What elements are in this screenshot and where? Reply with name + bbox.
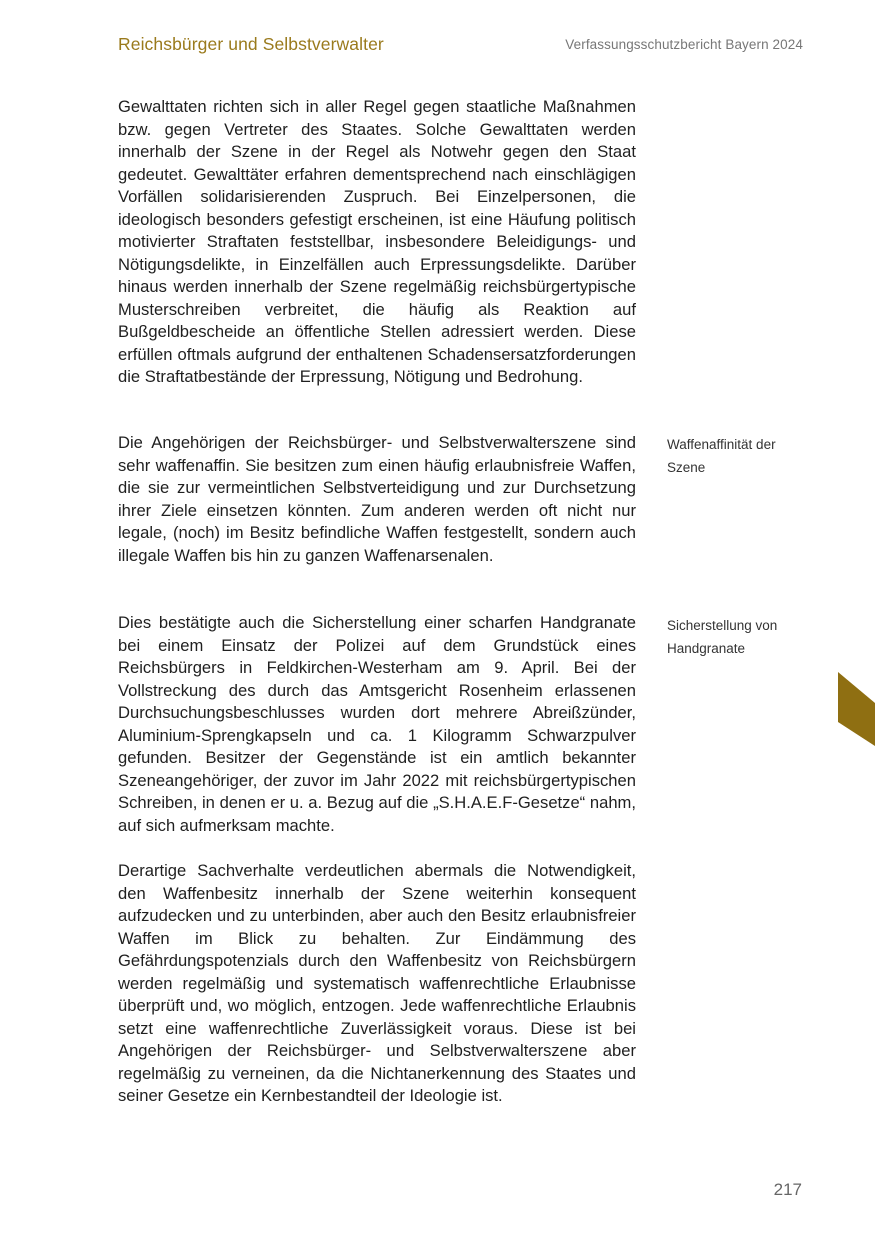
thumb-tab-shape: [838, 672, 875, 746]
margin-note-weapons-affinity: Waffenaffinität der Szene: [667, 437, 776, 475]
paragraph-weapons-control: Derartige Sachverhalte verdeutlichen abermals die Notwendigkeit, den Waffenbesitz innerhalb der Szene weiterhin konsequent aufzudecken und zu unterbinden, aber auch den Besitz erlaubnisfreier Waffen im Blick zu behalten. Zur Eindämmung des Gefährdungspotenzials durch den Waffenbesitz von Reichsbürgern werden regelmäßig und systematisch waffenrechtliche Erlaubnisse überprüft und, wo möglich, entzogen. Jede waffenrechtliche Erlaubnis setzt eine waffenrechtliche Zuverlässigkeit voraus. Diese ist bei Angehörigen der Reichsbürger- und Selbstverwalterszene aber regelmäßig zu verneinen, da die Nichtanerkennung des Staates und seiner Gesetze ein Kernbestandteil der Ideologie ist.: [118, 861, 636, 1105]
report-title: Verfassungsschutzbericht Bayern 2024: [565, 37, 803, 52]
section-title: Reichsbürger und Selbstverwalter: [118, 34, 384, 54]
paragraph-weapons-affinity: Die Angehörigen der Reichsbürger- und Selbstverwalterszene sind sehr waffenaffin. Sie besitzen zum einen häufig erlaubnisfreie Waffen, die sie zur vermeintlichen Selbstverteidigung und zur Durchsetzung ihrer Ziele einsetzen könnten. Zum anderen werden oft nicht nur legale, (noch) im Besitz befindliche Waffen festgestellt, sondern auch illegale Waffen bis hin zu ganzen Waffenarsenalen.: [118, 433, 636, 565]
margin-note-hand-grenade: Sicherstellung von Handgranate: [667, 618, 778, 656]
paragraph-violence: Gewalttaten richten sich in aller Regel gegen staatliche Maßnahmen bzw. gegen Vertreter des Staates. Solche Gewalttaten werden innerhalb der Szene in der Regel als Notwehr gegen den Staat gedeutet. Gewalttäter erfahren dementsprechend nach einschlägigen Vorfällen solidarisierenden Zuspruch. Bei Einzelpersonen, die ideologisch besonders gefestigt erscheinen, ist eine Häufung politisch motivierter Straftaten feststellbar, insbesondere Beleidigungs- und Nötigungsdelikte, in Einzelfällen auch Erpressungsdelikte. Darüber hinaus werden innerhalb der Szene regelmäßig reichsbürgertypische Musterschreiben verbreitet, die häufig als Reaktion auf Bußgeldbescheide an öffentliche Stellen adressiert werden. Diese erfüllen oftmals aufgrund der enthaltenen Schadensersatzforderungen die Straftatbestände der Erpressung, Nötigung und Bedrohung.: [118, 97, 636, 386]
chapter-thumb-tab: [838, 672, 875, 746]
page-number: 217: [773, 1180, 802, 1199]
paragraph-hand-grenade: Dies bestätigte auch die Sicherstellung einer scharfen Handgranate bei einem Einsatz der Polizei auf dem Grundstück eines Reichsbürgers in Feldkirchen-Westerham am 9. April. Bei der Vollstreckung des durch das Amtsgericht Rosenheim erlassenen Durchsuchungsbeschlusses wurden dort mehrere Abreißzünder, Aluminium-Sprengkapseln und ca. 1 Kilogramm Schwarzpulver gefunden. Besitzer der Gegenstände ist ein amtlich bekannter Szeneangehöriger, der zuvor im Jahr 2022 mit reichsbürgertypischen Schreiben, in denen er u. a. Bezug auf die „S.H.A.E.F-Gesetze“ nahm, auf sich aufmerksam machte.: [118, 613, 636, 835]
